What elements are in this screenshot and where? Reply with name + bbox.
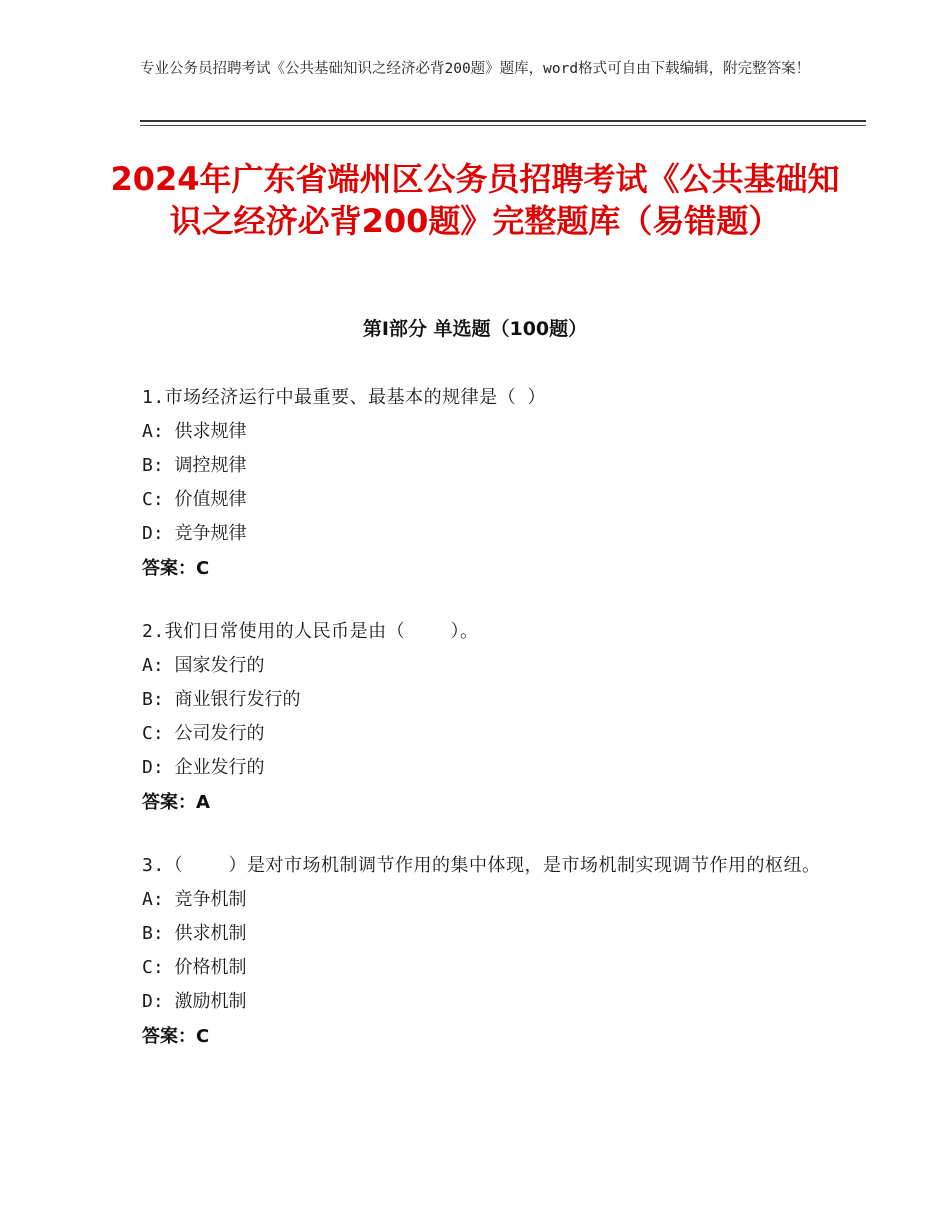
option-d: D: 激励机制: [142, 991, 247, 1012]
option-a: A: 国家发行的: [142, 655, 265, 676]
question-stem: 2.我们日常使用的人民币是由（ ）。: [142, 621, 479, 642]
option-c: C: 公司发行的: [142, 723, 265, 744]
option-a: A: 竞争机制: [142, 889, 247, 910]
header-note: 专业公务员招聘考试《公共基础知识之经济必背200题》题库，word格式可自由下载编辑，附完整答案！: [140, 61, 811, 77]
question-stem: 3.（ ）是对市场机制调节作用的集中体现，是市场机制实现调节作用的枢纽。: [142, 855, 821, 876]
answer-line: 答案：A: [142, 792, 210, 813]
option-b: B: 商业银行发行的: [142, 689, 301, 710]
document-title: 2024年广东省端州区公务员招聘考试《公共基础知识之经济必背200题》完整题库（易错题）: [110, 160, 840, 240]
question-3: [142, 849, 822, 1055]
option-c: C: 价值规律: [142, 489, 247, 510]
answer-line: 答案：C: [142, 558, 210, 579]
option-d: D: 企业发行的: [142, 757, 265, 778]
answer-line: 答案：C: [142, 1026, 210, 1047]
option-b: B: 供求机制: [142, 923, 247, 944]
option-c: C: 价格机制: [142, 957, 247, 978]
question-1: [142, 381, 822, 587]
section-title: 第Ⅰ部分 单选题（100题）: [362, 318, 588, 340]
option-a: A: 供求规律: [142, 421, 247, 442]
question-2: [142, 615, 822, 821]
question-stem: 1.市场经济运行中最重要、最基本的规律是（ ）: [142, 387, 547, 408]
header-rule-thick: [140, 120, 866, 122]
option-b: B: 调控规律: [142, 455, 247, 476]
header-rule-thin: [140, 125, 866, 126]
option-d: D: 竞争规律: [142, 523, 247, 544]
question-list: [142, 381, 822, 1083]
